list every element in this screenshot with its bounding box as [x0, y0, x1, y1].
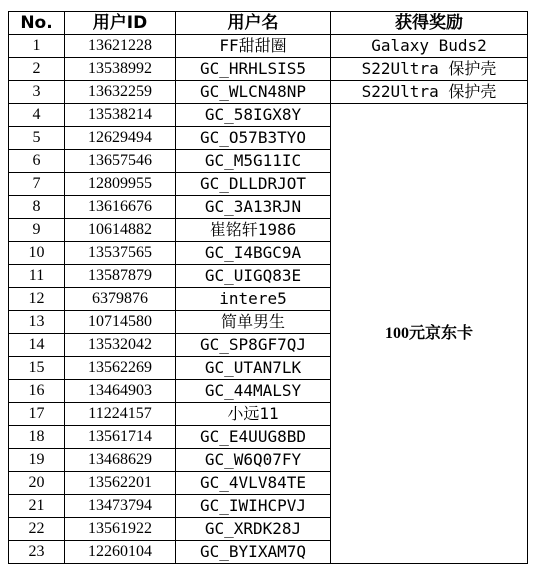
cell-user-id: 13464903	[65, 380, 176, 403]
cell-user-id: 13532042	[65, 334, 176, 357]
cell-username: GC_I4BGC9A	[176, 242, 331, 265]
cell-username: GC_SP8GF7QJ	[176, 334, 331, 357]
cell-no: 4	[9, 104, 65, 127]
cell-no: 13	[9, 311, 65, 334]
cell-username: GC_WLCN48NP	[176, 81, 331, 104]
cell-no: 6	[9, 150, 65, 173]
header-user-id: 用户ID	[65, 12, 176, 35]
cell-username: FF甜甜圈	[176, 35, 331, 58]
header-prize: 获得奖励	[331, 12, 528, 35]
cell-username: GC_UIGQ83E	[176, 265, 331, 288]
cell-no: 7	[9, 173, 65, 196]
cell-no: 19	[9, 449, 65, 472]
cell-prize: Galaxy Buds2	[331, 35, 528, 58]
cell-user-id: 13632259	[65, 81, 176, 104]
cell-user-id: 13616676	[65, 196, 176, 219]
cell-user-id: 13561714	[65, 426, 176, 449]
cell-user-id: 12809955	[65, 173, 176, 196]
cell-username: GC_58IGX8Y	[176, 104, 331, 127]
table-row	[9, 81, 528, 104]
cell-username: GC_HRHLSIS5	[176, 58, 331, 81]
table-header	[9, 12, 528, 35]
cell-no: 14	[9, 334, 65, 357]
cell-no: 8	[9, 196, 65, 219]
cell-username: 简单男生	[176, 311, 331, 334]
cell-user-id: 11224157	[65, 403, 176, 426]
winners-table	[8, 11, 528, 564]
cell-user-id: 13468629	[65, 449, 176, 472]
cell-username: 崔铭轩1986	[176, 219, 331, 242]
cell-user-id: 6379876	[65, 288, 176, 311]
cell-no: 22	[9, 518, 65, 541]
cell-prize: S22Ultra 保护壳	[331, 58, 528, 81]
cell-no: 12	[9, 288, 65, 311]
cell-username: 小远11	[176, 403, 331, 426]
cell-no: 2	[9, 58, 65, 81]
cell-user-id: 13621228	[65, 35, 176, 58]
cell-no: 10	[9, 242, 65, 265]
cell-no: 18	[9, 426, 65, 449]
table-row	[9, 35, 528, 58]
cell-username: GC_4VLV84TE	[176, 472, 331, 495]
cell-no: 15	[9, 357, 65, 380]
cell-username: GC_O57B3TYO	[176, 127, 331, 150]
header-row	[9, 12, 528, 35]
cell-username: GC_M5G11IC	[176, 150, 331, 173]
cell-username: GC_BYIXAM7Q	[176, 541, 331, 564]
cell-user-id: 12629494	[65, 127, 176, 150]
cell-username: GC_3A13RJN	[176, 196, 331, 219]
cell-username: GC_DLLDRJOT	[176, 173, 331, 196]
table-body	[9, 35, 528, 564]
cell-no: 11	[9, 265, 65, 288]
cell-user-id: 13657546	[65, 150, 176, 173]
cell-no: 3	[9, 81, 65, 104]
header-no: No.	[9, 12, 65, 35]
cell-user-id: 12260104	[65, 541, 176, 564]
cell-no: 1	[9, 35, 65, 58]
cell-user-id: 13538992	[65, 58, 176, 81]
cell-user-id: 13561922	[65, 518, 176, 541]
cell-username: GC_UTAN7LK	[176, 357, 331, 380]
cell-user-id: 13587879	[65, 265, 176, 288]
cell-user-id: 13562269	[65, 357, 176, 380]
cell-user-id: 13537565	[65, 242, 176, 265]
cell-user-id: 10714580	[65, 311, 176, 334]
cell-no: 17	[9, 403, 65, 426]
cell-user-id: 13562201	[65, 472, 176, 495]
cell-prize: S22Ultra 保护壳	[331, 81, 528, 104]
cell-prize-merged: 100元京东卡	[331, 104, 528, 564]
cell-no: 9	[9, 219, 65, 242]
cell-username: GC_44MALSY	[176, 380, 331, 403]
cell-username: GC_IWIHCPVJ	[176, 495, 331, 518]
table-row	[9, 58, 528, 81]
cell-user-id: 13473794	[65, 495, 176, 518]
cell-username: intere5	[176, 288, 331, 311]
cell-no: 5	[9, 127, 65, 150]
header-username: 用户名	[176, 12, 331, 35]
cell-username: GC_XRDK28J	[176, 518, 331, 541]
cell-no: 20	[9, 472, 65, 495]
table-row	[9, 104, 528, 127]
cell-user-id: 13538214	[65, 104, 176, 127]
cell-user-id: 10614882	[65, 219, 176, 242]
cell-no: 21	[9, 495, 65, 518]
cell-username: GC_W6Q07FY	[176, 449, 331, 472]
cell-username: GC_E4UUG8BD	[176, 426, 331, 449]
cell-no: 16	[9, 380, 65, 403]
cell-no: 23	[9, 541, 65, 564]
